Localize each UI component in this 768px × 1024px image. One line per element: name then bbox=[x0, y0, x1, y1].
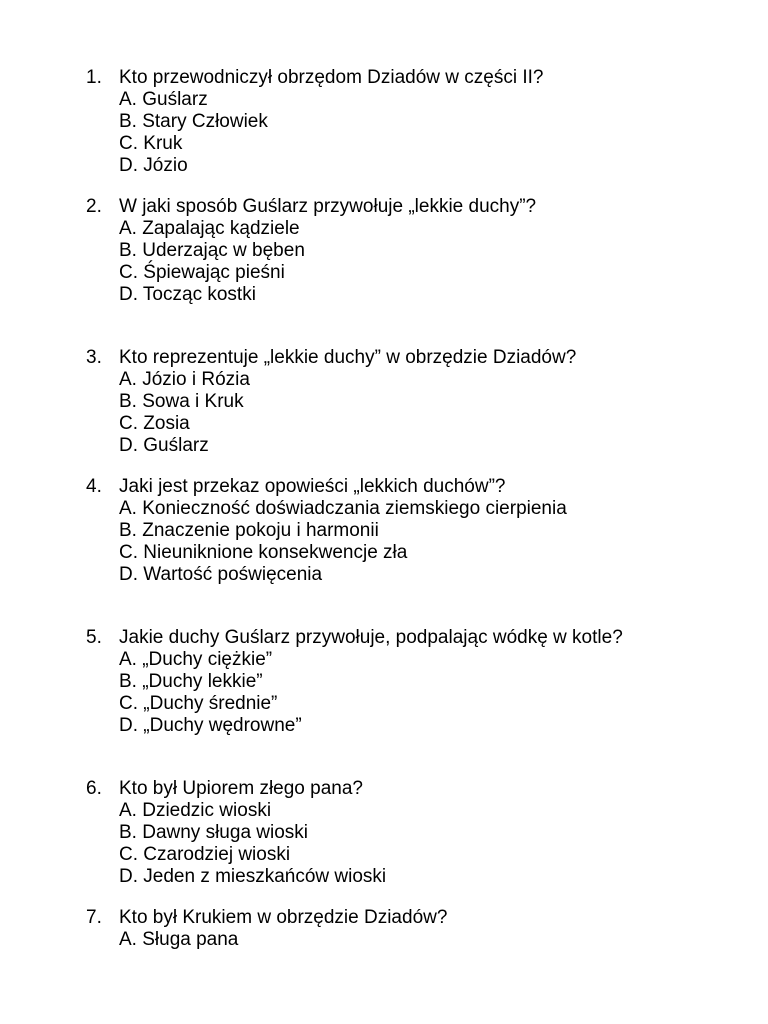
answer-option: B. Sowa i Kruk bbox=[119, 391, 244, 412]
answer-option: C. Czarodziej wioski bbox=[119, 844, 291, 865]
answer-options bbox=[119, 369, 576, 457]
answer-option: A. „Duchy ciężkie” bbox=[119, 649, 273, 670]
answer-options bbox=[119, 89, 544, 177]
answer-option: B. Stary Człowiek bbox=[119, 111, 268, 132]
answer-option: D. Guślarz bbox=[119, 435, 209, 456]
answer-option: C. Kruk bbox=[119, 133, 183, 154]
question-number: 2. bbox=[86, 196, 102, 217]
answer-option: D. „Duchy wędrowne” bbox=[119, 715, 302, 736]
question-text: Jaki jest przekaz opowieści „lekkich duchów”? bbox=[119, 476, 506, 497]
answer-option: B. Uderzając w bęben bbox=[119, 240, 305, 261]
answer-options bbox=[119, 800, 386, 888]
answer-option: C. „Duchy średnie” bbox=[119, 693, 278, 714]
answer-option: C. Zosia bbox=[119, 413, 190, 434]
question-number: 1. bbox=[86, 67, 102, 88]
answer-options bbox=[119, 929, 447, 951]
answer-option: A. Konieczność doświadczania ziemskiego cierpienia bbox=[119, 498, 567, 519]
question-text: Kto reprezentuje „lekkie duchy” w obrzędzie Dziadów? bbox=[119, 347, 577, 368]
answer-option: D. Tocząc kostki bbox=[119, 284, 256, 305]
question-1 bbox=[86, 67, 544, 177]
answer-options bbox=[119, 498, 567, 586]
question-4 bbox=[86, 476, 567, 586]
question-3 bbox=[86, 347, 576, 457]
question-number: 7. bbox=[86, 907, 102, 928]
question-text: Jakie duchy Guślarz przywołuje, podpalając wódkę w kotle? bbox=[119, 627, 623, 648]
question-6 bbox=[86, 778, 386, 888]
question-text: W jaki sposób Guślarz przywołuje „lekkie duchy”? bbox=[119, 196, 537, 217]
answer-options bbox=[119, 218, 536, 306]
question-number: 5. bbox=[86, 627, 102, 648]
answer-options bbox=[119, 649, 623, 737]
answer-option: D. Wartość poświęcenia bbox=[119, 564, 323, 585]
question-number: 3. bbox=[86, 347, 102, 368]
question-2 bbox=[86, 196, 536, 306]
answer-option: D. Józio bbox=[119, 155, 188, 176]
answer-option: A. Dziedzic wioski bbox=[119, 800, 272, 821]
answer-option: A. Sługa pana bbox=[119, 929, 239, 950]
answer-option: A. Zapalając kądziele bbox=[119, 218, 300, 239]
question-text: Kto był Upiorem złego pana? bbox=[119, 778, 363, 799]
answer-option: A. Józio i Rózia bbox=[119, 369, 250, 390]
question-5 bbox=[86, 627, 623, 737]
question-text: Kto był Krukiem w obrzędzie Dziadów? bbox=[119, 907, 448, 928]
question-7 bbox=[86, 907, 447, 951]
answer-option: B. „Duchy lekkie” bbox=[119, 671, 263, 692]
question-number: 6. bbox=[86, 778, 102, 799]
answer-option: D. Jeden z mieszkańców wioski bbox=[119, 866, 387, 887]
answer-option: B. Dawny sługa wioski bbox=[119, 822, 309, 843]
answer-option: B. Znaczenie pokoju i harmonii bbox=[119, 520, 379, 541]
question-text: Kto przewodniczył obrzędom Dziadów w części II? bbox=[119, 67, 544, 88]
question-number: 4. bbox=[86, 476, 102, 497]
answer-option: C. Nieuniknione konsekwencje zła bbox=[119, 542, 408, 563]
answer-option: C. Śpiewając pieśni bbox=[119, 262, 285, 283]
answer-option: A. Guślarz bbox=[119, 89, 208, 110]
